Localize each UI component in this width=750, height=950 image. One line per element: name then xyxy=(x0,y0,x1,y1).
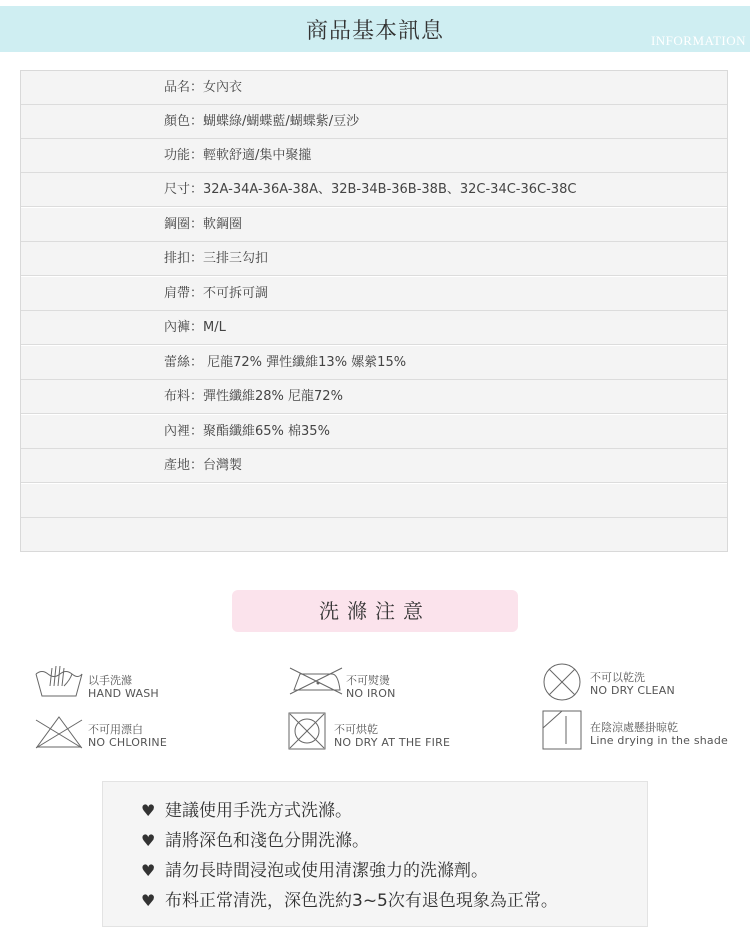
spec-text: 內裡：聚酯纖維65% 棉35% xyxy=(164,424,330,439)
note-item xyxy=(141,856,488,881)
hand-wash-icon xyxy=(34,660,84,700)
section-header-info xyxy=(0,6,750,52)
spec-row xyxy=(21,518,727,551)
care-en: NO DRY CLEAN xyxy=(590,684,675,697)
note-text: 布料正常清洗，深色洗約3~5次有退色現象為正常。 xyxy=(165,891,558,911)
spec-text: 功能：輕軟舒適/集中聚攏 xyxy=(164,148,312,163)
note-text: 建議使用手洗方式洗滌。 xyxy=(165,801,352,821)
spec-text: 肩帶：不可拆可調 xyxy=(164,286,269,301)
care-notes-box xyxy=(102,781,648,927)
spec-row xyxy=(21,242,727,276)
care-title: 洗滌注意 xyxy=(319,599,431,623)
heart-icon: ♥ xyxy=(141,891,156,910)
spec-text: 內褲：M/L xyxy=(164,320,226,335)
care-zh: 不可用漂白 xyxy=(88,723,143,736)
spec-row xyxy=(21,415,727,449)
spec-row xyxy=(21,346,727,380)
care-en: Line drying in the shade xyxy=(590,734,729,747)
section-title: 商品基本訊息 xyxy=(305,19,444,44)
note-item xyxy=(141,796,352,821)
spec-row xyxy=(21,311,727,345)
care-item-no-tumble-dry xyxy=(288,712,488,754)
care-zh: 在陰涼處懸掛晾乾 xyxy=(590,721,678,734)
care-en: NO CHLORINE xyxy=(88,736,167,749)
care-zh: 不可烘乾 xyxy=(334,723,378,736)
no-dry-clean-icon xyxy=(542,662,582,702)
spec-text: 產地：台灣製 xyxy=(164,458,243,473)
heart-icon: ♥ xyxy=(141,801,156,820)
no-tumble-dry-icon xyxy=(288,712,326,750)
spec-text: 蕾絲： 尼龍72% 彈性纖維13% 嫘縈15% xyxy=(164,355,407,370)
care-en: NO DRY AT THE FIRE xyxy=(334,736,451,749)
care-zh: 不可熨燙 xyxy=(346,674,390,687)
spec-row xyxy=(21,449,727,483)
heart-icon: ♥ xyxy=(141,831,156,850)
care-en: NO IRON xyxy=(346,687,396,700)
spec-row xyxy=(21,380,727,414)
care-item-no-iron xyxy=(288,664,488,706)
spec-table xyxy=(20,70,728,552)
spec-text: 顏色：蝴蝶綠/蝴蝶藍/蝴蝶紫/豆沙 xyxy=(164,114,360,129)
spec-row xyxy=(21,277,727,311)
care-item-no-dry-clean xyxy=(542,662,742,704)
spec-text: 布料：彈性纖維28% 尼龍72% xyxy=(164,389,343,404)
care-zh: 以手洗滌 xyxy=(88,674,132,687)
line-dry-shade-icon xyxy=(542,710,582,750)
spec-text: 排扣：三排三勾扣 xyxy=(164,251,269,266)
spec-text: 鋼圈：軟鋼圈 xyxy=(164,217,243,232)
heart-icon: ♥ xyxy=(141,861,156,880)
spec-row xyxy=(21,139,727,173)
note-text: 請將深色和淺色分開洗滌。 xyxy=(165,831,369,851)
no-iron-icon xyxy=(288,664,344,698)
care-en: HAND WASH xyxy=(88,687,159,700)
section-subtitle-en: INFORMATION xyxy=(650,33,746,48)
care-heading xyxy=(232,590,518,632)
spec-row xyxy=(21,105,727,139)
care-item-hand-wash xyxy=(34,660,234,702)
care-item-line-dry-shade xyxy=(542,710,747,752)
note-item xyxy=(141,886,558,911)
note-text: 請勿長時間浸泡或使用清潔強力的洗滌劑。 xyxy=(165,861,488,881)
spec-text: 品名：女內衣 xyxy=(164,80,243,95)
spec-row xyxy=(21,208,727,242)
no-chlorine-icon xyxy=(34,714,84,750)
note-item xyxy=(141,826,369,851)
care-zh: 不可以乾洗 xyxy=(590,671,645,684)
spec-row xyxy=(21,173,727,207)
care-item-no-chlorine xyxy=(34,714,234,756)
spec-row xyxy=(21,71,727,105)
spec-row xyxy=(21,484,727,518)
spec-text: 尺寸：32A-34A-36A-38A、32B-34B-36B-38B、32C-34C-36C-38C xyxy=(164,182,577,197)
